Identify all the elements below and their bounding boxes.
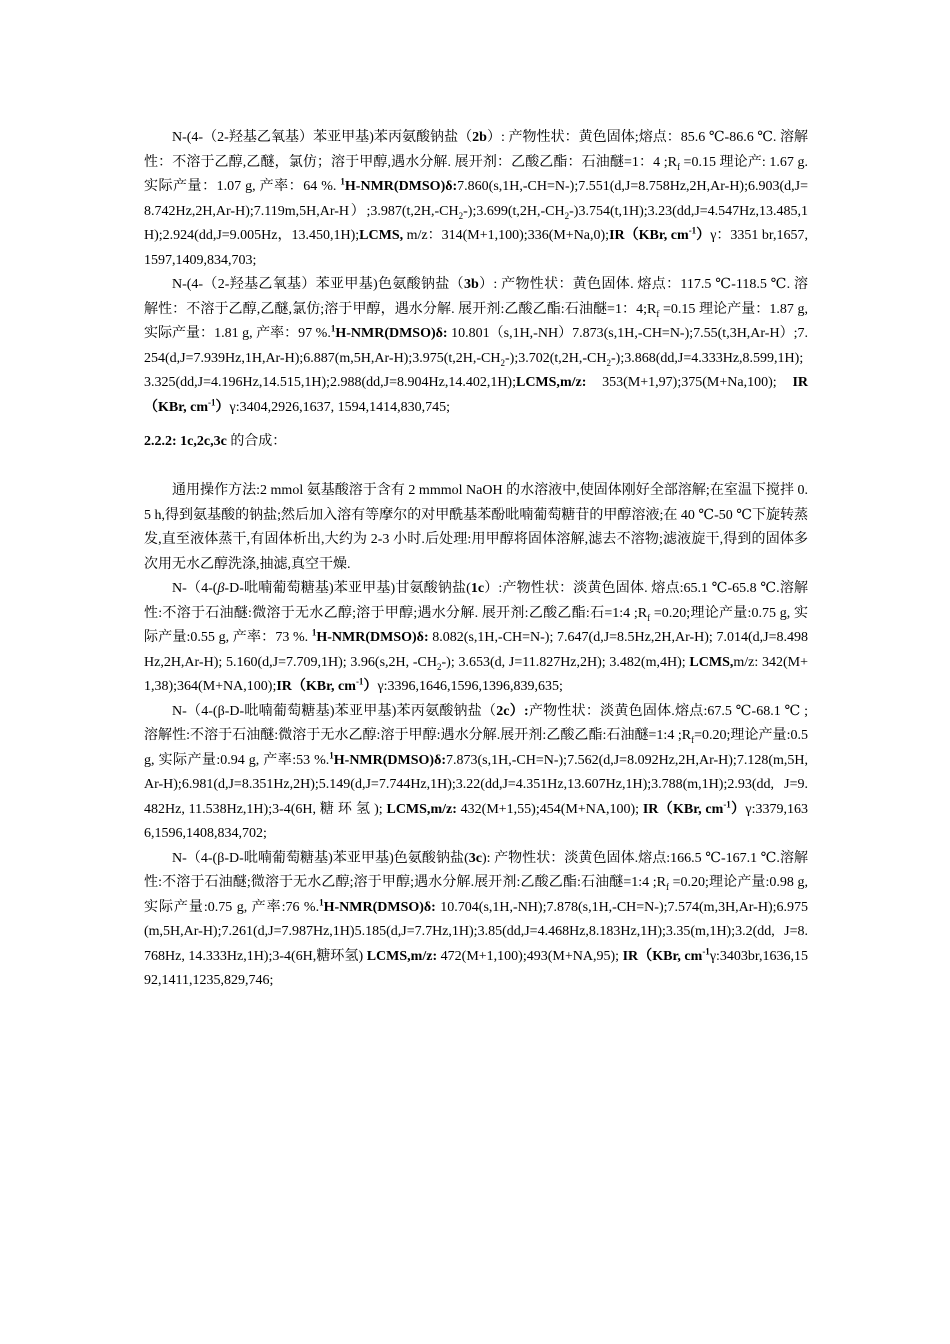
document-body (144, 126, 808, 994)
compound-2c-paragraph: N-（4-(β-D-吡喃葡萄糖基)苯亚甲基)苯丙氨酸钠盐（2c）:产物性状：淡黄色固体.熔点:67.5 ℃-68.1 ℃ ;溶解性:不溶于石油醚:微溶于无水乙醇:溶于甲醇:遇水分解.展开剂:乙酸乙酯:石油醚=1:4 $;R_f=0.20$;理论产量:0.5 g, 实际产量:0.94 g, 产率:53 %.$^1$H-NMR(DMSO)δ:7.873(s,1H,-CH=N-);7.562(d,J=8.092Hz,2H,Ar-H);7.128(m,5H,Ar-H);6.981(d,J=8.351Hz,2H);5.149(d,J=7.744Hz,1H);3.22(dd,J=4.351Hz,13.607Hz,1H);3.788(m,1H);2.93(dd, J=9.482Hz, 11.538Hz,1H);3-4(6H, 糖 环 氢 ); LCMS,m/z: 432(M+1,55);454(M+NA,100); IR（KBr, $cm^{-1})\gamma:3379,1636,1596,1408,834,702$; (144, 703, 808, 841)
compound-3c-paragraph: N-（4-(β-D-吡喃葡萄糖基)苯亚甲基)色氨酸钠盐(3c): 产物性状：淡黄色固体.熔点:166.5 ℃-167.1 ℃.溶解性:不溶于石油醚;微溶于无水乙醇;溶于甲醇;遇水分解.展开剂:乙酸乙酯:石油醚=1:4 $;R_f =0.20$;理论产量:0.98 g, 实际产量:0.75 g, 产率:76 %.$^1$H-NMR(DMSO)δ: 10.704(s,1H,-NH);7.878(s,1H,-CH=N-);7.574(m,3H,Ar-H);6.975(m,5H,Ar-H);7.261(d,J=7.987Hz,1H)5.185(d,J=7.7Hz,1H);3.85(dd,J=4.468Hz,8.183Hz,1H);3.35(m,1H);3.2(dd, J=8.768Hz, 14.333Hz,1H);3-4(6H,糖环氢) LCMS,m/z: 472(M+1,100);493(M+NA,95); IR（KBr, $cm^{-1}\gamma:3403br,1636,1592,1411,1235,829,746$; (144, 850, 808, 988)
general-procedure-paragraph: 通用操作方法:2 mmol 氨基酸溶于含有 2 mmmol NaOH 的水溶液中,使固体刚好全部溶解;在室温下搅拌 0.5 h,得到氨基酸的钠盐;然后加入溶有等摩尔的对甲酰基苯酚吡喃葡萄糖苷的甲醇溶液;在 40 ℃-50 ℃下旋转蒸发,直至液体蒸干,有固体析出,大约为 2-3 小时.后处理:用甲醇将固体溶解,滤去不溶物;滤液旋干,得到的固体多次用无水乙醇洗涤,抽滤,真空干燥. (144, 483, 808, 572)
compound-1c-paragraph: N-（4-(β-D-吡喃葡萄糖基)苯亚甲基)甘氨酸钠盐(1c）:产物性状：淡黄色固体. 熔点:65.1 ℃-65.8 ℃.溶解性:不溶于石油醚:微溶于无水乙醇;溶于甲醇;遇水分解. 展开剂:乙酸乙酯:石=1:4 $;R_f =0.20$;理论产量:0.75 g, 实际产量:0.55 g, 产率：73 %. $^1$H-NMR(DMSO)δ: 8.082(s,1H,-CH=N-); 7.647(d,J=8.5Hz,2H,Ar-H); 7.014(d,J=8.498Hz,2H,Ar-H); 5.160(d,J=7.709,1H); 3.96(s,2H, $-CH_2-$); 3.653(d, J=11.827Hz,2H); 3.482(m,4H); LCMS,m/z: 342(M+1,38);364(M+NA,100);IR（KBr, $cm^{-1})\gamma:3396,1646,1596,1396,839,635$; (144, 581, 808, 694)
section-heading: 2.2.2: 1c,2c,3c 的合成： (144, 434, 287, 449)
compound-3b-paragraph: N-(4-（2-羟基乙氧基）苯亚甲基)色氨酸钠盐（3b）: 产物性状：黄色固体. 熔点：117.5 ℃-118.5 ℃. 溶解性：不溶于乙醇,乙醚,氯仿;溶于甲醇，遇水分解. 展开剂:乙酸乙酯:石油醚=1：$4;R_f =0.15$ 理论产量：1.87 g, 实际产量：1.81 g, 产率：97 %.$^1$H-NMR(DMSO)δ: $10.801(s,1H,-NH)7.873(s,1H,-CH=N-);7.55(t,3H,Ar-H);7.254(d,J=7.939Hz,1H,Ar-H);6.887(m,5H,Ar-H);3.975(t,2H,-CH_2-);3.702(t{},2H,-CH_2-);3.868(dd,J=4.333Hz,8.599,1H);3.325(dd,J=4.196Hz,14.515,1H);2.988(dd,J=8.904Hz,14.402,1H);LCMS,m/z$: 353(M+1,97);375(M+Na,100); IR（KBr, $cm^{-1})\gamma:3404,2926,1637$, 1594,1414,830,745; (144, 277, 808, 415)
compound-2b-paragraph: N-(4-（2-羟基乙氧基）苯亚甲基)苯丙氨酸钠盐（2b）: 产物性状：黄色固体;熔点：85.6 ℃-86.6 ℃. 溶解性：不溶于乙醇,乙醚，氯仿；溶于甲醇,遇水分解. 展开剂：乙酸乙酯：石油醚=1：4 $;R_f =0.15$ 理论产: 1.67 g.实际产量：1.07 g, 产率：64 %. $^1H-NMR(DMSO)\delta:7.860(s,1H,-CH=N-);7.551(d,J=8.758Hz,2H,Ar-H);6.903(d,J=8.742Hz,2H,Ar-H);7.119m,5H,Ar-H);3.987(t,2H,-CH_2-){};3.699(t,2H,-CH_2-)3.754(t,1H);3.23(dd,J=4.547Hz,13.485,1H);2.924(dd,J=9.005Hz$，13.450,1H);LCMS, m/z：314(M+1,100);336(M+Na,0);IR（KBr, $cm^{-1})\gamma$：3351 br,1657,1597,1409,834,703; (144, 130, 809, 268)
spacer (144, 455, 808, 480)
